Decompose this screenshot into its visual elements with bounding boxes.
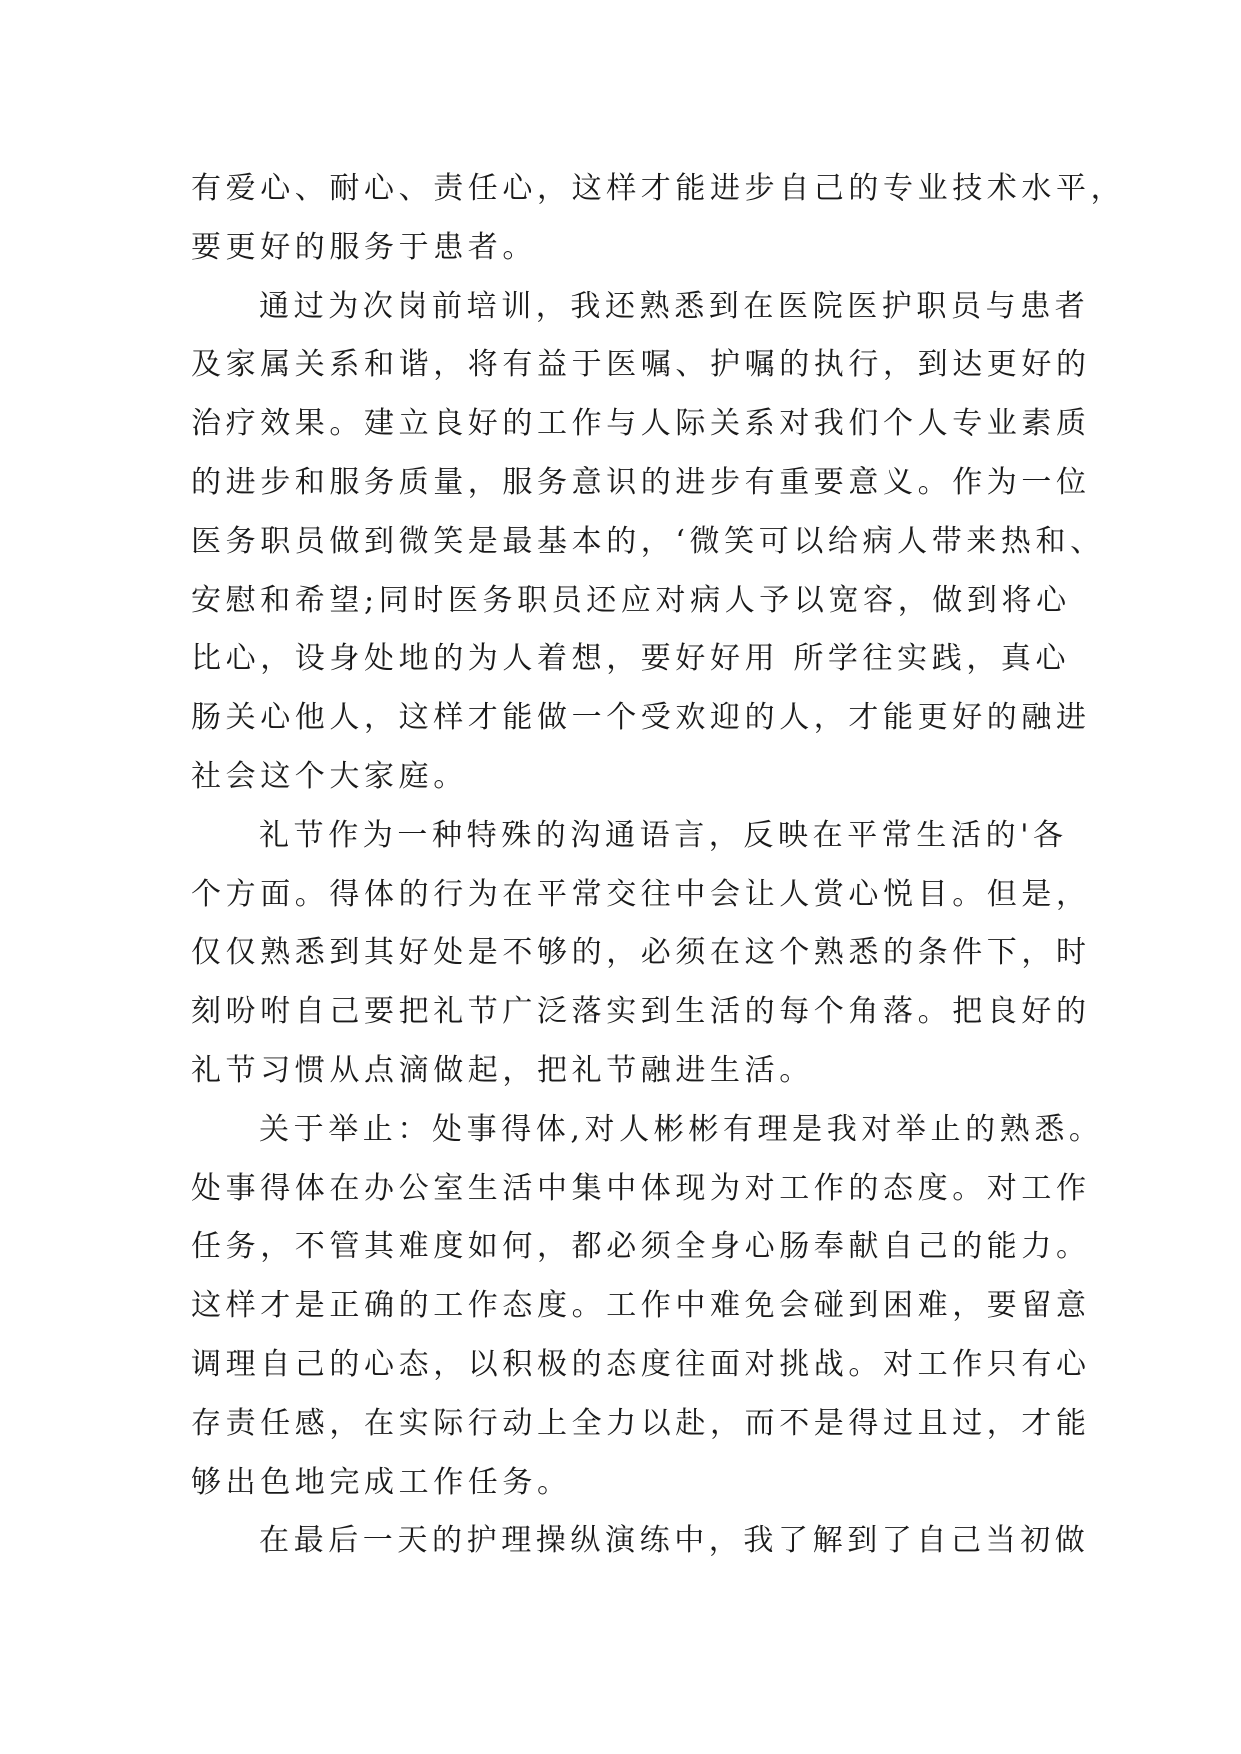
text-line: 及家属关系和谐，将有益于医嘱、护嘱的执行，到达更好的 xyxy=(191,347,1091,383)
text-line: 治疗效果。建立良好的工作与人际关系对我们个人专业素质 xyxy=(191,406,1091,442)
text-line: 调理自己的心态，以积极的态度往面对挑战。对工作只有心 xyxy=(191,1346,1091,1382)
paragraph-start-line: 礼节作为一种特殊的沟通语言，反映在平常生活的'各 xyxy=(259,817,1068,853)
text-line: 仅仅熟悉到其好处是不够的，必须在这个熟悉的条件下，时 xyxy=(191,935,1091,971)
text-line: 任务，不管其难度如何，都必须全身心肠奉献自己的能力。 xyxy=(191,1229,1091,1265)
text-line: 要更好的服务于患者。 xyxy=(191,229,537,265)
text-line: 处事得体在办公室生活中集中体现为对工作的态度。对工作 xyxy=(191,1170,1091,1206)
text-line: 存责任感，在实际行动上全力以赴，而不是得过且过，才能 xyxy=(191,1405,1091,1441)
paragraph-start-line: 在最后一天的护理操纵演练中，我了解到了自己当初做 xyxy=(259,1523,1090,1559)
text-line: 社会这个大家庭。 xyxy=(191,758,468,794)
text-line: 安慰和希望;同时医务职员还应对病人予以宽容，做到将心 xyxy=(191,582,1071,618)
text-line: 医务职员做到微笑是最基本的，‘微笑可以给病人带来热和、 xyxy=(191,523,1105,559)
text-line: 这样才是正确的工作态度。工作中难免会碰到困难，要留意 xyxy=(191,1288,1091,1324)
paragraph-start-line: 通过为次岗前培训，我还熟悉到在医院医护职员与患者 xyxy=(259,288,1090,324)
text-line: 有爱心、耐心、责任心，这样才能进步自己的专业技术水平， xyxy=(191,171,1126,206)
text-line: 够出色地完成工作任务。 xyxy=(191,1464,572,1500)
text-line: 肠关心他人，这样才能做一个受欢迎的人，才能更好的融进 xyxy=(191,700,1091,736)
text-line: 的进步和服务质量，服务意识的进步有重要意义。作为一位 xyxy=(191,464,1091,500)
text-line: 刻吩咐自己要把礼节广泛落实到生活的每个角落。把良好的 xyxy=(191,994,1091,1030)
text-line: 比心，设身处地的为人着想，要好好用 所学往实践，真心 xyxy=(191,641,1071,677)
paragraph-start-line: 关于举止：处事得体,对人彬彬有理是我对举止的熟悉。 xyxy=(259,1111,1104,1147)
body-text xyxy=(191,160,1126,1571)
text-line: 礼节习惯从点滴做起，把礼节融进生活。 xyxy=(191,1052,814,1088)
text-line: 个方面。得体的行为在平常交往中会让人赏心悦目。但是， xyxy=(191,876,1091,912)
